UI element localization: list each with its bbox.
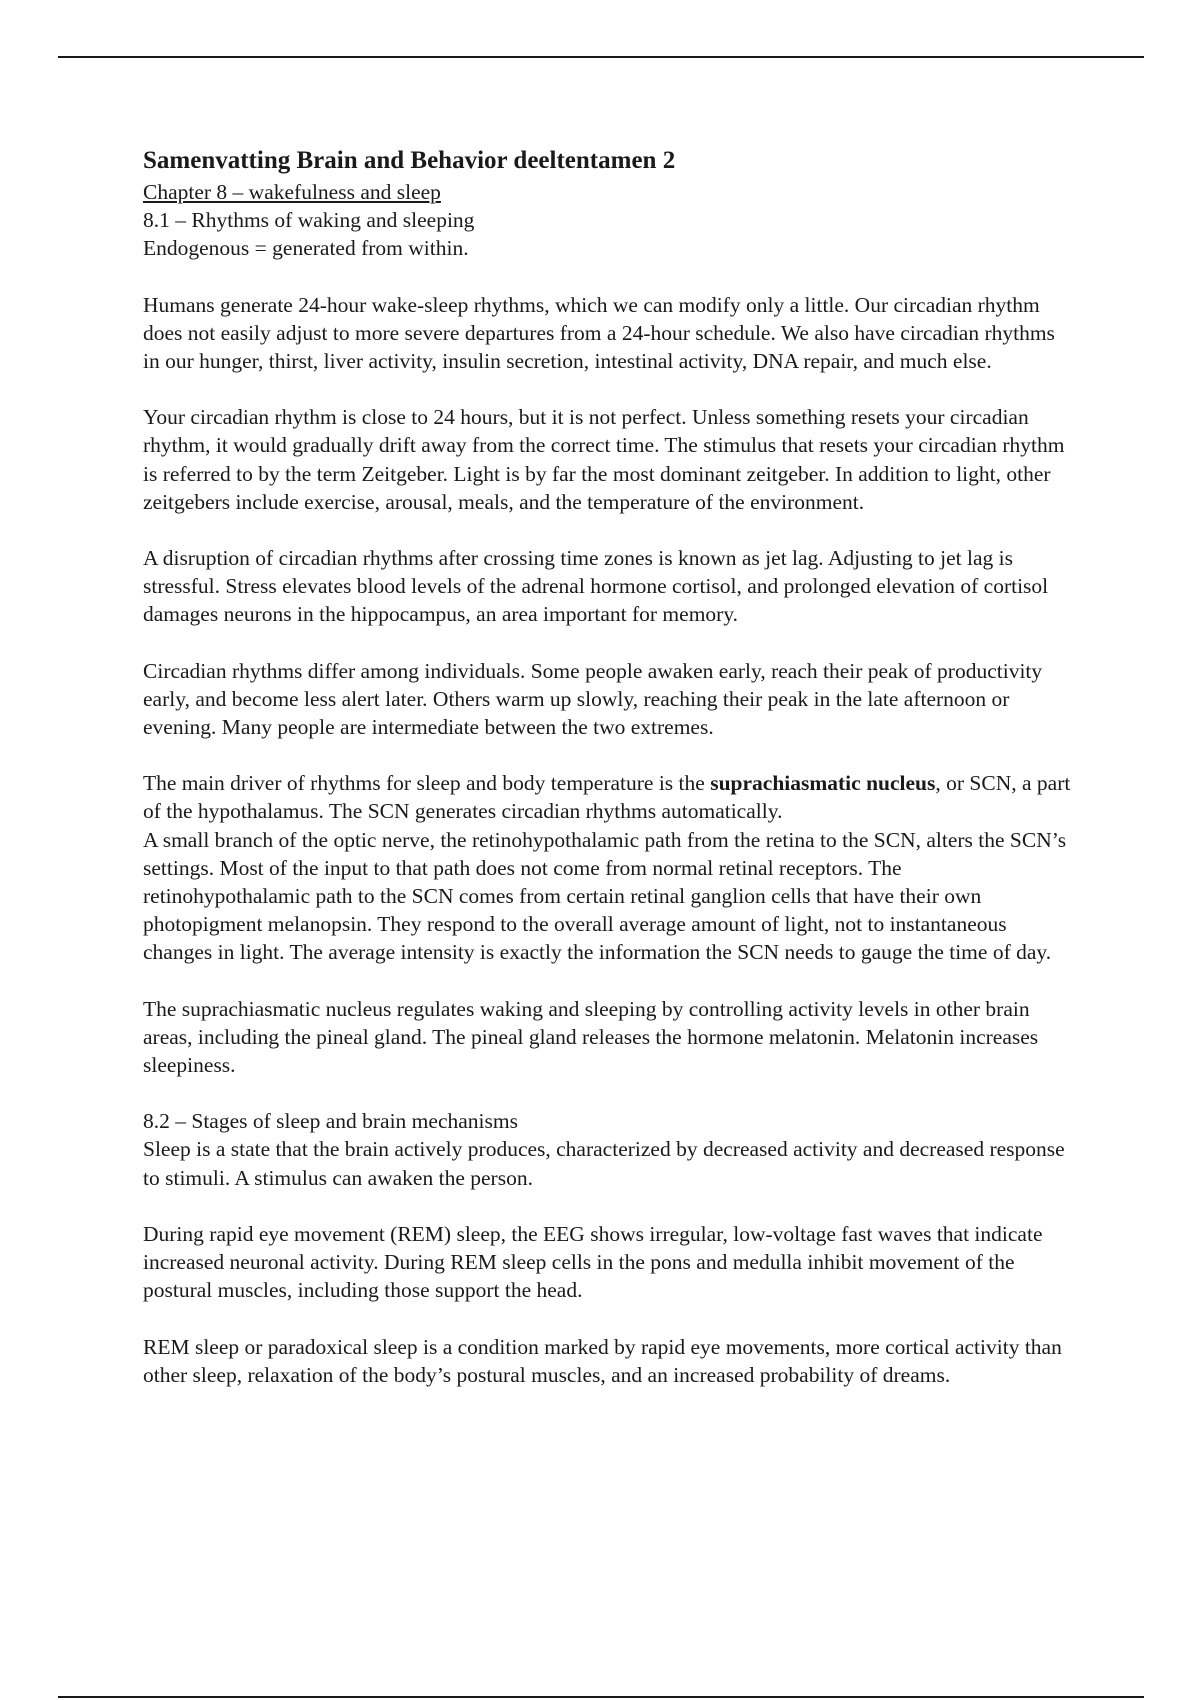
paragraph-individual-differences: Circadian rhythms differ among individuals. Some people awaken early, reach their peak of productivity early, and become less alert later. Others warm up slowly, reaching their peak in the late afternoon or evening. Many people are intermediate between the two extremes. xyxy=(143,658,1043,740)
paragraph-scn xyxy=(143,769,1073,966)
section-heading-8-2: 8.2 – Stages of sleep and brain mechanisms xyxy=(143,1109,518,1134)
paragraph-jet-lag: A disruption of circadian rhythms after crossing time zones is known as jet lag. Adjusting to jet lag is stressful. Stress elevates blood levels of the adrenal hormone cortisol, and prolonged elevation of cortisol damages neurons in the hippocampus, an area important for memory. xyxy=(143,546,1049,627)
paragraph-spacer xyxy=(143,263,1073,291)
paragraph-pineal-gland: The suprachiasmatic nucleus regulates waking and sleeping by controlling activity levels in other brain areas, including the pineal gland. The pineal gland releases the hormone melatonin. Melatonin increases sleepiness. xyxy=(143,996,1039,1078)
bottom-page-rule xyxy=(58,1696,1144,1698)
section-heading-8-1: 8.1 – Rhythms of waking and sleeping xyxy=(143,208,475,233)
paragraph-rem-eeg: During rapid eye movement (REM) sleep, the EEG shows irregular, low-voltage fast waves that indicate increased neuronal activity. During REM sleep cells in the pons and medulla inhibit movement of the postural muscles, including those support the head. xyxy=(143,1221,1043,1303)
top-page-rule xyxy=(58,56,1144,58)
document-body xyxy=(143,144,1073,1417)
endogenous-definition: Endogenous = generated from within. xyxy=(143,236,469,261)
paragraph-paradoxical-sleep: REM sleep or paradoxical sleep is a condition marked by rapid eye movements, more cortical activity than other sleep, relaxation of the body’s postural muscles, and an increased probability of dreams. xyxy=(143,1334,1062,1387)
paragraph-zeitgeber: Your circadian rhythm is close to 24 hours, but it is not perfect. Unless something resets your circadian rhythm, it would gradually drift away from the correct time. The stimulus that resets your circadian rhythm is referred to by the term Zeitgeber. Light is by far the most dominant zeitgeber. In addition to light, other zeitgebers include exercise, arousal, meals, and the temperature of the environment. xyxy=(143,405,1065,514)
document-title: Samenvatting Brain and Behavior deeltentamen 2 xyxy=(143,147,676,174)
scn-continuation: A small branch of the optic nerve, the retinohypothalamic path from the retina to the SCN, alters the SCN’s settings. Most of the input to that path does not come from normal retinal receptors. The retinohypothalamic path to the SCN comes from certain retinal ganglion cells that have their own photopigment melanopsin. They respond to the overall average amount of light, not to instantaneous changes in light. The average intensity is exactly the information the SCN needs to gauge the time of day. xyxy=(143,827,1067,965)
paragraph-sleep-definition: Sleep is a state that the brain actively produces, characterized by decreased activity and decreased response to stimuli. A stimulus can awaken the person. xyxy=(143,1137,1065,1190)
scn-text-before: The main driver of rhythms for sleep and body temperature is the xyxy=(143,771,711,796)
paragraph-wake-sleep-rhythms: Humans generate 24-hour wake-sleep rhythms, which we can modify only a little. Our circadian rhythm does not easily adjust to more severe departures from a 24-hour schedule. We also have circadian rhythms in our hunger, thirst, liver activity, insulin secretion, intestinal activity, DNA repair, and much else. xyxy=(143,292,1055,374)
scn-text-after: , or SCN, a part of the hypothalamus. The SCN generates circadian rhythms automatically. xyxy=(143,771,1071,824)
chapter-heading: Chapter 8 – wakefulness and sleep xyxy=(143,180,441,204)
scn-bold-term: suprachiasmatic nucleus xyxy=(710,771,936,796)
